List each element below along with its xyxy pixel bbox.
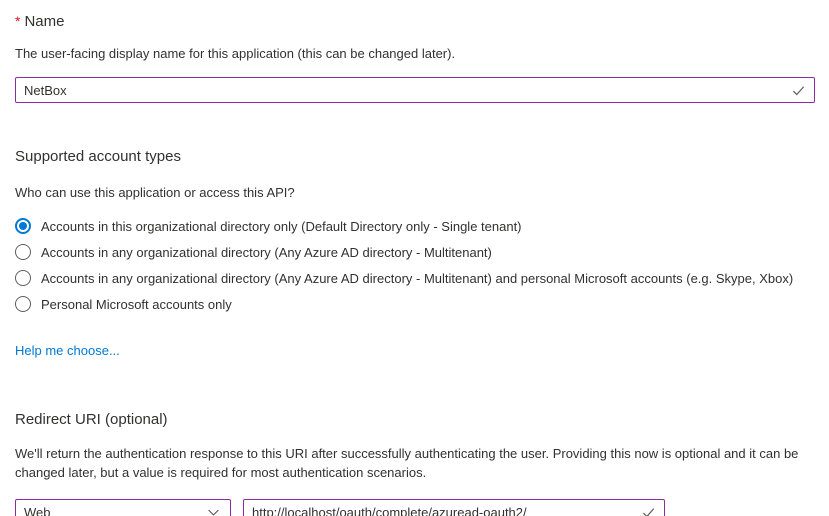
radio-button-icon[interactable] — [15, 270, 31, 286]
checkmark-icon — [641, 505, 656, 516]
radio-option-multitenant[interactable] — [15, 239, 815, 265]
redirect-uri-input[interactable] — [252, 505, 633, 516]
chevron-down-icon — [207, 506, 220, 516]
radio-button-icon[interactable] — [15, 244, 31, 260]
account-types-title: Supported account types — [15, 148, 181, 165]
redirect-uri-row — [15, 499, 815, 516]
redirect-uri-input-container — [243, 499, 665, 516]
radio-option-personal-only[interactable] — [15, 291, 815, 317]
platform-select-value: Web — [24, 504, 51, 516]
account-types-question: Who can use this application or access this API? — [15, 185, 295, 200]
redirect-uri-title: Redirect URI (optional) — [15, 411, 168, 428]
radio-option-multitenant-personal[interactable] — [15, 265, 815, 291]
redirect-uri-section — [15, 410, 815, 516]
section-spacer — [15, 360, 815, 410]
account-type-radio-group — [15, 213, 815, 317]
name-input-container — [15, 77, 815, 103]
account-types-section — [15, 147, 815, 360]
platform-select[interactable] — [15, 499, 231, 516]
radio-option-single-tenant[interactable] — [15, 213, 815, 239]
redirect-uri-description: We'll return the authentication response to this URI after successfully authenticating the user. Providing this now is optional and it can be changed later, but a value is required for most authentication scenarios. — [15, 446, 799, 480]
name-section-title-text: Name — [24, 13, 65, 30]
checkmark-icon — [791, 83, 806, 98]
name-description: The user-facing display name for this application (this can be changed later). — [15, 46, 456, 61]
help-me-choose-link[interactable]: Help me choose... — [15, 343, 120, 358]
radio-option-label: Accounts in this organizational directory only (Default Directory only - Single tenant) — [41, 218, 522, 234]
radio-option-label: Accounts in any organizational directory (Any Azure AD directory - Multitenant) and personal Microsoft accounts (e.g. Skype, Xbox) — [41, 270, 794, 286]
radio-option-label: Accounts in any organizational directory (Any Azure AD directory - Multitenant) — [41, 244, 492, 260]
radio-button-icon[interactable] — [15, 296, 31, 312]
required-asterisk: * — [15, 13, 21, 29]
radio-button-icon[interactable] — [15, 218, 31, 234]
name-section-title — [15, 11, 815, 32]
radio-option-label: Personal Microsoft accounts only — [41, 296, 232, 312]
section-spacer — [15, 103, 815, 147]
name-section — [15, 11, 815, 103]
name-input[interactable] — [24, 83, 783, 98]
